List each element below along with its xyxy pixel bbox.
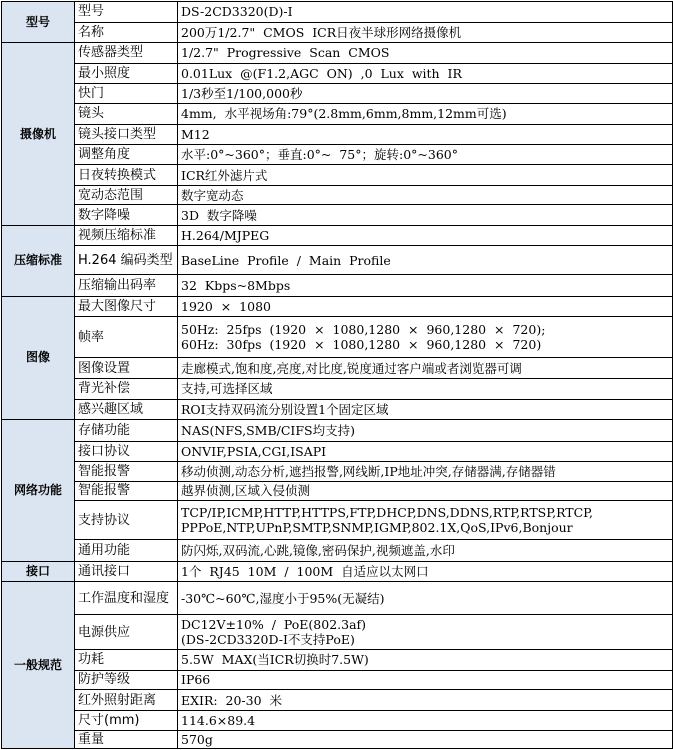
spec-name-cell: 传感器类型: [75, 43, 178, 64]
category-cell: 压缩标准: [2, 225, 75, 296]
spec-row: [2, 650, 673, 671]
spec-name-cell: 智能报警: [75, 462, 178, 482]
spec-value-cell: 防闪烁,双码流,心跳,镜像,密码保护,视频遮盖,水印: [178, 540, 673, 562]
spec-row: [2, 275, 673, 297]
spec-name-cell: 通用功能: [75, 540, 178, 562]
spec-name-cell: 防护等级: [75, 670, 178, 690]
spec-table-body: [2, 2, 673, 749]
spec-value-cell: IP66: [178, 670, 673, 690]
spec-name-cell: 名称: [75, 22, 178, 43]
spec-value-line: 60Hz: 30fps (1920 × 1080,1280 × 960,1280 × 720): [181, 337, 542, 353]
spec-name-cell: 镜头: [75, 103, 178, 125]
spec-row: [2, 63, 673, 84]
category-cell: 型号: [2, 2, 75, 43]
spec-value-cell: 越界侦测,区域入侵侦测: [178, 481, 673, 501]
spec-row: [2, 710, 673, 731]
spec-value-cell: 1920 × 1080: [178, 296, 673, 317]
spec-value-cell: NAS(NFS,SMB/CIFS均支持): [178, 420, 673, 442]
spec-name-cell: 红外照射距离: [75, 690, 178, 711]
spec-name-cell: 存储功能: [75, 420, 178, 442]
spec-value-cell: ROI支持双码流分别设置1个固定区域: [178, 399, 673, 420]
spec-row: [2, 501, 673, 540]
spec-name-cell: 感兴趣区域: [75, 399, 178, 420]
spec-row: [2, 615, 673, 650]
spec-value-cell: 数字宽动态: [178, 185, 673, 205]
spec-value-cell: 114.6×89.4: [178, 710, 673, 731]
spec-name-cell: 接口协议: [75, 441, 178, 462]
spec-row: [2, 582, 673, 615]
spec-name-cell: 调整角度: [75, 144, 178, 165]
spec-row: [2, 690, 673, 711]
spec-name-cell: 镜头接口类型: [75, 125, 178, 145]
spec-value-cell: 1个 RJ45 10M / 100M 自适应以太网口: [178, 561, 673, 582]
spec-value-line: (DS-2CD3320D-I不支持PoE): [181, 632, 355, 648]
spec-value-cell: [178, 501, 673, 540]
spec-value-cell: DS-2CD3320(D)-I: [178, 2, 673, 23]
spec-row: [2, 225, 673, 246]
spec-value-cell: ICR红外滤片式: [178, 165, 673, 186]
spec-row: [2, 441, 673, 462]
spec-name-cell: 通讯接口: [75, 561, 178, 582]
spec-value-cell: 0.01Lux @(F1.2,AGC ON) ,0 Lux with IR: [178, 63, 673, 84]
spec-row: [2, 540, 673, 562]
spec-row: [2, 125, 673, 145]
spec-name-cell: 工作温度和湿度: [75, 582, 178, 615]
spec-value-line: TCP/IP,ICMP,HTTP,HTTPS,FTP,DHCP,DNS,DDNS,RTP,RTSP,RTCP,: [181, 505, 594, 521]
category-cell: 一般规范: [2, 582, 75, 749]
spec-name-cell: 日夜转换模式: [75, 165, 178, 186]
spec-row: [2, 43, 673, 64]
spec-value-cell: 1/2.7" Progressive Scan CMOS: [178, 43, 673, 64]
spec-value-cell: BaseLine Profile / Main Profile: [178, 246, 673, 275]
spec-name-cell: 背光补偿: [75, 379, 178, 400]
spec-value-cell: 32 Kbps~8Mbps: [178, 275, 673, 297]
spec-name-cell: 数字降噪: [75, 205, 178, 226]
spec-name-cell: 功耗: [75, 650, 178, 671]
spec-name-cell: 视频压缩标准: [75, 225, 178, 246]
spec-name-cell: 重量: [75, 731, 178, 749]
spec-name-cell: 最小照度: [75, 63, 178, 84]
spec-value-line: PPPoE,NTP,UPnP,SMTP,SNMP,IGMP,802.1X,QoS,IPv6,Bonjour: [181, 520, 573, 536]
spec-row: [2, 22, 673, 43]
category-cell: 摄像机: [2, 43, 75, 226]
spec-value-cell: 200万1/2.7" CMOS ICR日夜半球形网络摄像机: [178, 22, 673, 43]
spec-row: [2, 670, 673, 690]
spec-value-cell: [178, 317, 673, 358]
spec-value-cell: 4mm, 水平视场角:79°(2.8mm,6mm,8mm,12mm可选): [178, 103, 673, 125]
spec-row: [2, 462, 673, 482]
spec-name-cell: 尺寸(mm): [75, 710, 178, 731]
spec-value-cell: H.264/MJPEG: [178, 225, 673, 246]
spec-row: [2, 731, 673, 749]
spec-value-cell: 支持,可选择区域: [178, 379, 673, 400]
spec-value-line: 50Hz: 25fps (1920 × 1080,1280 × 960,1280 × 720);: [181, 322, 546, 338]
spec-value-cell: [178, 615, 673, 650]
spec-value-cell: 1/3秒至1/100,000秒: [178, 84, 673, 104]
spec-value-cell: 走廊模式,饱和度,亮度,对比度,锐度通过客户端或者浏览器可调: [178, 358, 673, 379]
spec-name-cell: 压缩输出码率: [75, 275, 178, 297]
spec-value-line: DC12V±10% / PoE(802.3af): [181, 617, 367, 633]
spec-row: [2, 103, 673, 125]
spec-row: [2, 379, 673, 400]
spec-value-cell: 3D 数字降噪: [178, 205, 673, 226]
category-cell: 图像: [2, 296, 75, 419]
spec-value-cell: -30℃~60℃,湿度小于95%(无凝结): [178, 582, 673, 615]
spec-row: [2, 246, 673, 275]
spec-name-cell: H.264 编码类型: [75, 246, 178, 275]
spec-name-cell: 智能报警: [75, 481, 178, 501]
spec-name-cell: 快门: [75, 84, 178, 104]
spec-name-cell: 帧率: [75, 317, 178, 358]
spec-row: [2, 185, 673, 205]
spec-row: [2, 481, 673, 501]
spec-value-cell: M12: [178, 125, 673, 145]
spec-row: [2, 84, 673, 104]
spec-name-cell: 图像设置: [75, 358, 178, 379]
spec-table: [1, 1, 673, 749]
spec-name-cell: 宽动态范围: [75, 185, 178, 205]
spec-value-cell: ONVIF,PSIA,CGI,ISAPI: [178, 441, 673, 462]
category-cell: 网络功能: [2, 420, 75, 562]
spec-row: [2, 561, 673, 582]
spec-value-cell: EXIR: 20-30 米: [178, 690, 673, 711]
spec-name-cell: 支持协议: [75, 501, 178, 540]
spec-value-cell: 5.5W MAX(当ICR切换时7.5W): [178, 650, 673, 671]
spec-value-cell: 570g: [178, 731, 673, 749]
spec-row: [2, 420, 673, 442]
spec-row: [2, 317, 673, 358]
spec-row: [2, 296, 673, 317]
spec-row: [2, 205, 673, 226]
spec-row: [2, 399, 673, 420]
spec-row: [2, 2, 673, 23]
spec-row: [2, 358, 673, 379]
spec-name-cell: 型号: [75, 2, 178, 23]
spec-row: [2, 165, 673, 186]
category-cell: 接口: [2, 561, 75, 582]
spec-value-cell: 移动侦测,动态分析,遮挡报警,网线断,IP地址冲突,存储器满,存储器错: [178, 462, 673, 482]
spec-value-cell: 水平:0°~360°；垂直:0°~ 75°；旋转:0°~360°: [178, 144, 673, 165]
spec-name-cell: 电源供应: [75, 615, 178, 650]
spec-row: [2, 144, 673, 165]
spec-name-cell: 最大图像尺寸: [75, 296, 178, 317]
